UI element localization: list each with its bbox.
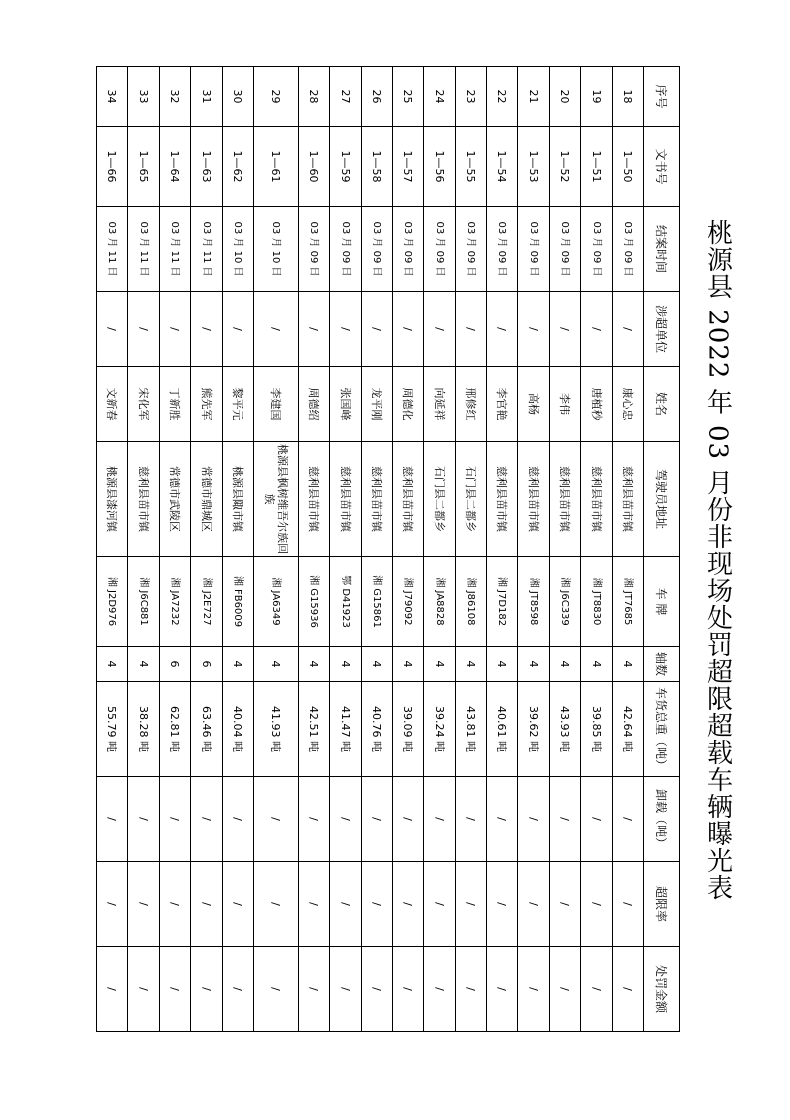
close-date: 03 月 09 日 — [581, 207, 613, 292]
doc-number: 1—56 — [424, 127, 456, 207]
fine-amount: / — [223, 947, 254, 1032]
driver-name: 邢修红 — [456, 367, 487, 442]
table-row — [223, 67, 254, 1032]
overload-rate: / — [550, 862, 581, 947]
axle-count: 6 — [160, 647, 191, 682]
close-date: 03 月 09 日 — [424, 207, 456, 292]
header-row — [644, 67, 680, 1032]
table-row — [424, 67, 456, 1032]
axle-count: 4 — [254, 647, 299, 682]
fine-amount: / — [128, 947, 160, 1032]
driver-address: 桃源县漆河镇 — [97, 442, 128, 557]
row-number: 29 — [254, 67, 299, 127]
license-plate: 湘 JT8598 — [518, 557, 550, 647]
license-plate: 湘 JA6349 — [254, 557, 299, 647]
row-number: 24 — [424, 67, 456, 127]
fine-amount: / — [456, 947, 487, 1032]
total-weight: 40.76 吨 — [362, 682, 393, 777]
table-rotated-wrapper — [100, 66, 680, 1031]
header-cell-no: 序号 — [644, 67, 680, 127]
doc-number: 1—66 — [97, 127, 128, 207]
row-number: 26 — [362, 67, 393, 127]
row-number: 32 — [160, 67, 191, 127]
header-cell-address: 驾驶员地址 — [644, 442, 680, 557]
table-row — [160, 67, 191, 1032]
fine-amount: / — [362, 947, 393, 1032]
table-row — [362, 67, 393, 1032]
driver-address: 慈利县苗市镇 — [362, 442, 393, 557]
table-row — [518, 67, 550, 1032]
unload-cell: / — [191, 777, 223, 862]
license-plate: 湘 J6C881 — [128, 557, 160, 647]
table-row — [393, 67, 424, 1032]
close-date: 03 月 11 日 — [191, 207, 223, 292]
table-row — [487, 67, 518, 1032]
fine-amount: / — [330, 947, 362, 1032]
header-cell-unload: 卸载（吨） — [644, 777, 680, 862]
row-number: 25 — [393, 67, 424, 127]
overload-rate: / — [393, 862, 424, 947]
unload-cell: / — [362, 777, 393, 862]
axle-count: 4 — [128, 647, 160, 682]
driver-address: 石门县二都乡 — [456, 442, 487, 557]
driver-address: 常德市鼎城区 — [191, 442, 223, 557]
close-date: 03 月 11 日 — [97, 207, 128, 292]
unit-cell: / — [128, 292, 160, 367]
driver-address: 慈利县苗市镇 — [518, 442, 550, 557]
license-plate: 湘 J7D182 — [487, 557, 518, 647]
unit-cell: / — [393, 292, 424, 367]
driver-name: 李建国 — [254, 367, 299, 442]
axle-count: 6 — [191, 647, 223, 682]
unload-cell: / — [223, 777, 254, 862]
driver-address: 桃源县陬市镇 — [223, 442, 254, 557]
doc-number: 1—65 — [128, 127, 160, 207]
driver-address: 慈利县苗市镇 — [613, 442, 644, 557]
axle-count: 4 — [299, 647, 330, 682]
axle-count: 4 — [393, 647, 424, 682]
total-weight: 55.79 吨 — [97, 682, 128, 777]
unit-cell: / — [613, 292, 644, 367]
driver-name: 唐植秒 — [581, 367, 613, 442]
total-weight: 39.62 吨 — [518, 682, 550, 777]
doc-number: 1—63 — [191, 127, 223, 207]
doc-number: 1—52 — [550, 127, 581, 207]
driver-address: 桃源县枫树维吾尔族回族 — [254, 442, 299, 557]
doc-number: 1—64 — [160, 127, 191, 207]
driver-name: 文新春 — [97, 367, 128, 442]
table-row — [254, 67, 299, 1032]
overload-rate: / — [330, 862, 362, 947]
license-plate: 湘 JT7685 — [613, 557, 644, 647]
axle-count: 4 — [456, 647, 487, 682]
unit-cell: / — [299, 292, 330, 367]
driver-address: 慈利县苗市镇 — [393, 442, 424, 557]
doc-number: 1—55 — [456, 127, 487, 207]
total-weight: 43.93 吨 — [550, 682, 581, 777]
total-weight: 41.47 吨 — [330, 682, 362, 777]
fine-amount: / — [550, 947, 581, 1032]
total-weight: 62.81 吨 — [160, 682, 191, 777]
driver-address: 慈利县苗市镇 — [487, 442, 518, 557]
axle-count: 4 — [487, 647, 518, 682]
unit-cell: / — [223, 292, 254, 367]
driver-name: 康心忠 — [613, 367, 644, 442]
axle-count: 4 — [518, 647, 550, 682]
overload-rate: / — [97, 862, 128, 947]
driver-address: 慈利县苗市镇 — [128, 442, 160, 557]
doc-number: 1—54 — [487, 127, 518, 207]
driver-name: 黎平元 — [223, 367, 254, 442]
row-number: 34 — [97, 67, 128, 127]
driver-name: 龙平刚 — [362, 367, 393, 442]
fine-amount: / — [299, 947, 330, 1032]
overload-rate: / — [456, 862, 487, 947]
total-weight: 40.61 吨 — [487, 682, 518, 777]
close-date: 03 月 11 日 — [128, 207, 160, 292]
doc-number: 1—60 — [299, 127, 330, 207]
axle-count: 4 — [613, 647, 644, 682]
row-number: 33 — [128, 67, 160, 127]
unload-cell: / — [254, 777, 299, 862]
fine-amount: / — [613, 947, 644, 1032]
driver-name: 李官艳 — [487, 367, 518, 442]
doc-number: 1—57 — [393, 127, 424, 207]
overload-rate: / — [518, 862, 550, 947]
total-weight: 41.93 吨 — [254, 682, 299, 777]
table-row — [550, 67, 581, 1032]
unit-cell: / — [487, 292, 518, 367]
axle-count: 4 — [424, 647, 456, 682]
unit-cell: / — [550, 292, 581, 367]
unload-cell: / — [550, 777, 581, 862]
overload-rate: / — [128, 862, 160, 947]
license-plate: 湘 G15861 — [362, 557, 393, 647]
unload-cell: / — [487, 777, 518, 862]
axle-count: 4 — [581, 647, 613, 682]
header-cell-fine: 处罚金额 — [644, 947, 680, 1032]
unit-cell: / — [581, 292, 613, 367]
total-weight: 39.09 吨 — [393, 682, 424, 777]
header-cell-plate: 车 牌 — [644, 557, 680, 647]
close-date: 03 月 10 日 — [254, 207, 299, 292]
total-weight: 42.51 吨 — [299, 682, 330, 777]
close-date: 03 月 09 日 — [393, 207, 424, 292]
header-cell-doc: 文书号 — [644, 127, 680, 207]
header-cell-date: 结案时间 — [644, 207, 680, 292]
row-number: 22 — [487, 67, 518, 127]
close-date: 03 月 09 日 — [299, 207, 330, 292]
table-row — [97, 67, 128, 1032]
doc-number: 1—53 — [518, 127, 550, 207]
total-weight: 39.24 吨 — [424, 682, 456, 777]
unload-cell: / — [518, 777, 550, 862]
unit-cell: / — [362, 292, 393, 367]
table-row — [456, 67, 487, 1032]
axle-count: 4 — [97, 647, 128, 682]
unload-cell: / — [424, 777, 456, 862]
license-plate: 鄂 D41923 — [330, 557, 362, 647]
axle-count: 4 — [330, 647, 362, 682]
table-row — [581, 67, 613, 1032]
doc-number: 1—59 — [330, 127, 362, 207]
overload-rate: / — [160, 862, 191, 947]
driver-name: 周德绍 — [299, 367, 330, 442]
license-plate: 湘 J2D976 — [97, 557, 128, 647]
unload-cell: / — [97, 777, 128, 862]
fine-amount: / — [487, 947, 518, 1032]
table-row — [330, 67, 362, 1032]
unit-cell: / — [97, 292, 128, 367]
doc-number: 1—50 — [613, 127, 644, 207]
driver-name: 丁新胜 — [160, 367, 191, 442]
overload-rate: / — [223, 862, 254, 947]
close-date: 03 月 09 日 — [613, 207, 644, 292]
row-number: 30 — [223, 67, 254, 127]
unit-cell: / — [330, 292, 362, 367]
table-row — [128, 67, 160, 1032]
overload-rate: / — [191, 862, 223, 947]
driver-name: 高杨 — [518, 367, 550, 442]
unit-cell: / — [254, 292, 299, 367]
row-number: 23 — [456, 67, 487, 127]
driver-name: 宋化军 — [128, 367, 160, 442]
row-number: 27 — [330, 67, 362, 127]
total-weight: 38.28 吨 — [128, 682, 160, 777]
table-body — [97, 67, 644, 1032]
total-weight: 42.64 吨 — [613, 682, 644, 777]
fine-amount: / — [581, 947, 613, 1032]
overload-rate: / — [581, 862, 613, 947]
unload-cell: / — [456, 777, 487, 862]
unit-cell: / — [518, 292, 550, 367]
license-plate: 湘 J86108 — [456, 557, 487, 647]
penalty-exposure-table — [96, 66, 680, 1032]
doc-number: 1—51 — [581, 127, 613, 207]
driver-name: 熊先军 — [191, 367, 223, 442]
row-number: 18 — [613, 67, 644, 127]
header-cell-weight: 车货总重（吨） — [644, 682, 680, 777]
license-plate: 湘 J6C339 — [550, 557, 581, 647]
fine-amount: / — [424, 947, 456, 1032]
header-cell-name: 姓名 — [644, 367, 680, 442]
overload-rate: / — [299, 862, 330, 947]
unit-cell: / — [160, 292, 191, 367]
driver-address: 慈利县苗市镇 — [299, 442, 330, 557]
fine-amount: / — [191, 947, 223, 1032]
close-date: 03 月 09 日 — [330, 207, 362, 292]
fine-amount: / — [254, 947, 299, 1032]
unload-cell: / — [160, 777, 191, 862]
license-plate: 湘 G15936 — [299, 557, 330, 647]
driver-address: 常德市武陵区 — [160, 442, 191, 557]
fine-amount: / — [518, 947, 550, 1032]
total-weight: 43.81 吨 — [456, 682, 487, 777]
header-cell-axles: 轴数 — [644, 647, 680, 682]
row-number: 31 — [191, 67, 223, 127]
close-date: 03 月 09 日 — [487, 207, 518, 292]
unload-cell: / — [330, 777, 362, 862]
close-date: 03 月 11 日 — [160, 207, 191, 292]
driver-name: 周德化 — [393, 367, 424, 442]
total-weight: 39.85 吨 — [581, 682, 613, 777]
overload-rate: / — [362, 862, 393, 947]
doc-number: 1—61 — [254, 127, 299, 207]
fine-amount: / — [393, 947, 424, 1032]
header-cell-unit: 涉超单位 — [644, 292, 680, 367]
row-number: 28 — [299, 67, 330, 127]
unload-cell: / — [299, 777, 330, 862]
overload-rate: / — [613, 862, 644, 947]
driver-address: 慈利县苗市镇 — [581, 442, 613, 557]
total-weight: 40.04 吨 — [223, 682, 254, 777]
fine-amount: / — [160, 947, 191, 1032]
header-cell-rate: 超限率 — [644, 862, 680, 947]
row-number: 20 — [550, 67, 581, 127]
title-text: 桃源县 2022 年 03 月份非现场处罚超限超载车辆曝光表 — [702, 218, 733, 902]
overload-rate: / — [487, 862, 518, 947]
overload-rate: / — [424, 862, 456, 947]
unload-cell: / — [393, 777, 424, 862]
driver-address: 慈利县苗市镇 — [330, 442, 362, 557]
row-number: 19 — [581, 67, 613, 127]
license-plate: 湘 JA8828 — [424, 557, 456, 647]
driver-name: 张国峰 — [330, 367, 362, 442]
fine-amount: / — [97, 947, 128, 1032]
close-date: 03 月 09 日 — [456, 207, 487, 292]
unit-cell: / — [191, 292, 223, 367]
document-title — [696, 160, 740, 960]
license-plate: 湘 J79092 — [393, 557, 424, 647]
license-plate: 湘 JT8830 — [581, 557, 613, 647]
axle-count: 4 — [223, 647, 254, 682]
unload-cell: / — [613, 777, 644, 862]
unit-cell: / — [456, 292, 487, 367]
close-date: 03 月 10 日 — [223, 207, 254, 292]
table-row — [299, 67, 330, 1032]
doc-number: 1—58 — [362, 127, 393, 207]
license-plate: 湘 FB6009 — [223, 557, 254, 647]
unit-cell: / — [424, 292, 456, 367]
driver-address: 慈利县苗市镇 — [550, 442, 581, 557]
table-row — [191, 67, 223, 1032]
total-weight: 63.46 吨 — [191, 682, 223, 777]
close-date: 03 月 09 日 — [362, 207, 393, 292]
row-number: 21 — [518, 67, 550, 127]
unload-cell: / — [581, 777, 613, 862]
overload-rate: / — [254, 862, 299, 947]
doc-number: 1—62 — [223, 127, 254, 207]
driver-name: 向延祥 — [424, 367, 456, 442]
axle-count: 4 — [550, 647, 581, 682]
driver-name: 李伟 — [550, 367, 581, 442]
close-date: 03 月 09 日 — [518, 207, 550, 292]
license-plate: 湘 J2E727 — [191, 557, 223, 647]
license-plate: 湘 JA7232 — [160, 557, 191, 647]
unload-cell: / — [128, 777, 160, 862]
table-row — [613, 67, 644, 1032]
close-date: 03 月 09 日 — [550, 207, 581, 292]
driver-address: 石门县二都乡 — [424, 442, 456, 557]
axle-count: 4 — [362, 647, 393, 682]
